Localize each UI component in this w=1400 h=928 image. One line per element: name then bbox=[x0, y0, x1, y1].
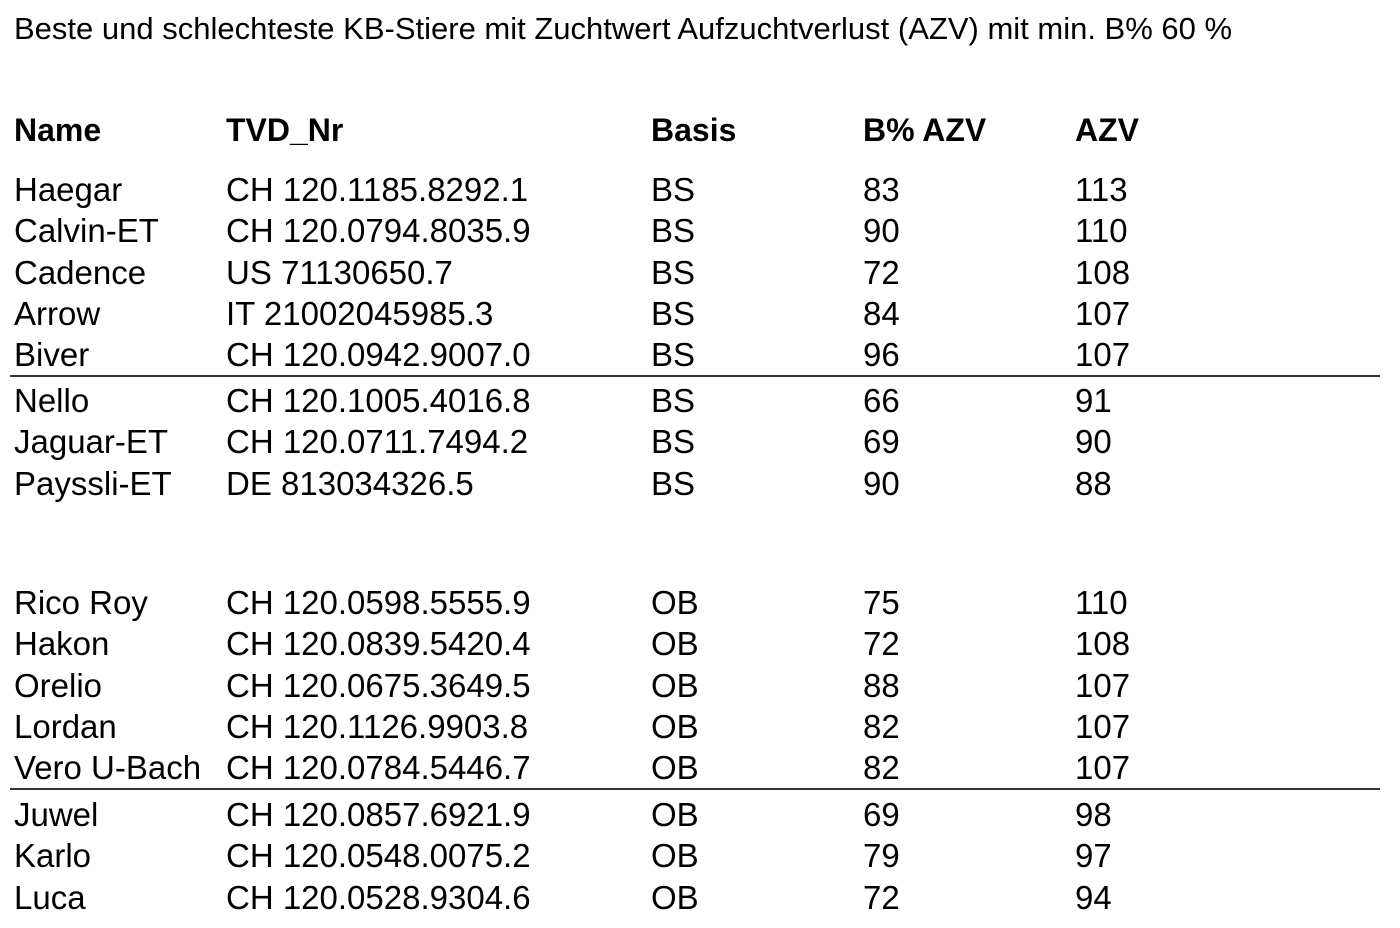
azv-value: 108 bbox=[1075, 625, 1131, 663]
basis: BS bbox=[651, 464, 696, 502]
table-row bbox=[14, 747, 1380, 788]
table-row bbox=[14, 210, 1380, 251]
tvd-nr: CH 120.0528.9304.6 bbox=[226, 878, 531, 916]
bull-name: Vero U-Bach bbox=[14, 749, 202, 787]
b-pct-azv: 90 bbox=[863, 464, 900, 502]
bull-name: Haegar bbox=[14, 171, 123, 208]
table-row bbox=[14, 293, 1380, 334]
tvd-nr: CH 120.0942.9007.0 bbox=[226, 336, 531, 374]
azv-value: 110 bbox=[1075, 212, 1128, 250]
group-divider bbox=[10, 788, 1380, 790]
basis: OB bbox=[651, 749, 699, 787]
header-name: Name bbox=[14, 112, 102, 148]
b-pct-azv: 69 bbox=[863, 423, 900, 461]
table-row bbox=[14, 706, 1380, 747]
basis: OB bbox=[651, 666, 699, 704]
b-pct-azv: 84 bbox=[863, 294, 900, 332]
table-row bbox=[14, 334, 1380, 375]
table-row bbox=[14, 665, 1380, 706]
basis: OB bbox=[651, 796, 699, 833]
azv-value: 98 bbox=[1075, 796, 1112, 833]
tvd-nr: CH 120.0857.6921.9 bbox=[226, 796, 531, 833]
table-row bbox=[14, 421, 1380, 462]
basis: BS bbox=[651, 423, 696, 461]
azv-value: 110 bbox=[1075, 584, 1128, 621]
bull-name: Payssli-ET bbox=[14, 464, 172, 502]
basis: OB bbox=[651, 584, 699, 621]
bull-name: Lordan bbox=[14, 707, 117, 745]
bull-name: Rico Roy bbox=[14, 584, 148, 621]
b-pct-azv: 69 bbox=[863, 796, 900, 833]
table-row bbox=[14, 794, 1380, 835]
bull-name: Hakon bbox=[14, 625, 110, 663]
azv-value: 94 bbox=[1075, 878, 1112, 916]
bull-name: Jaguar-ET bbox=[14, 423, 169, 461]
azv-value: 113 bbox=[1075, 171, 1128, 208]
basis: OB bbox=[651, 707, 699, 745]
table-row bbox=[14, 835, 1380, 876]
document-title: Beste und schlechteste KB-Stiere mit Zuchtwert Aufzuchtverlust (AZV) mit min. B% 60 % bbox=[14, 11, 1233, 46]
header-basis: Basis bbox=[651, 112, 737, 148]
b-pct-azv: 88 bbox=[863, 666, 900, 704]
bull-name: Karlo bbox=[14, 837, 92, 875]
tvd-nr: US 71130650.7 bbox=[226, 253, 453, 291]
tvd-nr: CH 120.0548.0075.2 bbox=[226, 837, 531, 875]
bull-name: Calvin-ET bbox=[14, 212, 159, 250]
azv-value: 107 bbox=[1075, 336, 1131, 374]
table-header bbox=[14, 110, 1380, 151]
b-pct-azv: 75 bbox=[863, 584, 900, 621]
azv-value: 88 bbox=[1075, 464, 1112, 502]
bull-name: Luca bbox=[14, 878, 86, 916]
table-row bbox=[14, 623, 1380, 664]
bull-name: Biver bbox=[14, 336, 90, 374]
tvd-nr: CH 120.0794.8035.9 bbox=[226, 212, 531, 250]
table-row bbox=[14, 252, 1380, 293]
basis: OB bbox=[651, 878, 699, 916]
basis: OB bbox=[651, 837, 699, 875]
b-pct-azv: 96 bbox=[863, 336, 900, 374]
tvd-nr: CH 120.0675.3649.5 bbox=[226, 666, 531, 704]
basis: BS bbox=[651, 294, 696, 332]
b-pct-azv: 82 bbox=[863, 749, 900, 787]
tvd-nr: CH 120.1185.8292.1 bbox=[226, 171, 529, 208]
tvd-nr: CH 120.0711.7494.2 bbox=[226, 423, 529, 461]
b-pct-azv: 72 bbox=[863, 878, 900, 916]
azv-value: 90 bbox=[1075, 423, 1112, 461]
bull-name: Orelio bbox=[14, 666, 103, 704]
basis: BS bbox=[651, 336, 696, 374]
tvd-nr: CH 120.1126.9903.8 bbox=[226, 707, 529, 745]
azv-value: 107 bbox=[1075, 749, 1131, 787]
table-row bbox=[14, 877, 1380, 918]
bull-name: Nello bbox=[14, 382, 90, 419]
azv-value: 97 bbox=[1075, 837, 1112, 875]
tvd-nr: DE 813034326.5 bbox=[226, 464, 474, 502]
basis: OB bbox=[651, 625, 699, 663]
tvd-nr: IT 21002045985.3 bbox=[226, 294, 494, 332]
azv-value: 108 bbox=[1075, 253, 1131, 291]
table-row bbox=[14, 380, 1380, 421]
tvd-nr: CH 120.0784.5446.7 bbox=[226, 749, 531, 787]
header-tvd-nr: TVD_Nr bbox=[226, 112, 344, 148]
basis: BS bbox=[651, 253, 696, 291]
table-row bbox=[14, 582, 1380, 623]
azv-value: 107 bbox=[1075, 707, 1131, 745]
b-pct-azv: 83 bbox=[863, 171, 900, 208]
table-row bbox=[14, 463, 1380, 504]
tvd-nr: CH 120.0598.5555.9 bbox=[226, 584, 531, 621]
header-b-pct-azv: B% AZV bbox=[863, 112, 987, 148]
b-pct-azv: 72 bbox=[863, 253, 900, 291]
b-pct-azv: 66 bbox=[863, 382, 900, 419]
basis: BS bbox=[651, 171, 696, 208]
azv-value: 107 bbox=[1075, 666, 1131, 704]
basis: BS bbox=[651, 382, 696, 419]
bull-name: Juwel bbox=[14, 796, 99, 833]
b-pct-azv: 90 bbox=[863, 212, 900, 250]
azv-value: 91 bbox=[1075, 382, 1112, 419]
tvd-nr: CH 120.0839.5420.4 bbox=[226, 625, 531, 663]
bull-name: Arrow bbox=[14, 294, 101, 332]
header-azv: AZV bbox=[1075, 112, 1139, 148]
table-row bbox=[14, 169, 1380, 210]
bull-name: Cadence bbox=[14, 253, 147, 291]
b-pct-azv: 72 bbox=[863, 625, 900, 663]
group-divider bbox=[10, 375, 1380, 377]
b-pct-azv: 82 bbox=[863, 707, 900, 745]
tvd-nr: CH 120.1005.4016.8 bbox=[226, 382, 531, 419]
b-pct-azv: 79 bbox=[863, 837, 900, 875]
azv-value: 107 bbox=[1075, 294, 1131, 332]
basis: BS bbox=[651, 212, 696, 250]
